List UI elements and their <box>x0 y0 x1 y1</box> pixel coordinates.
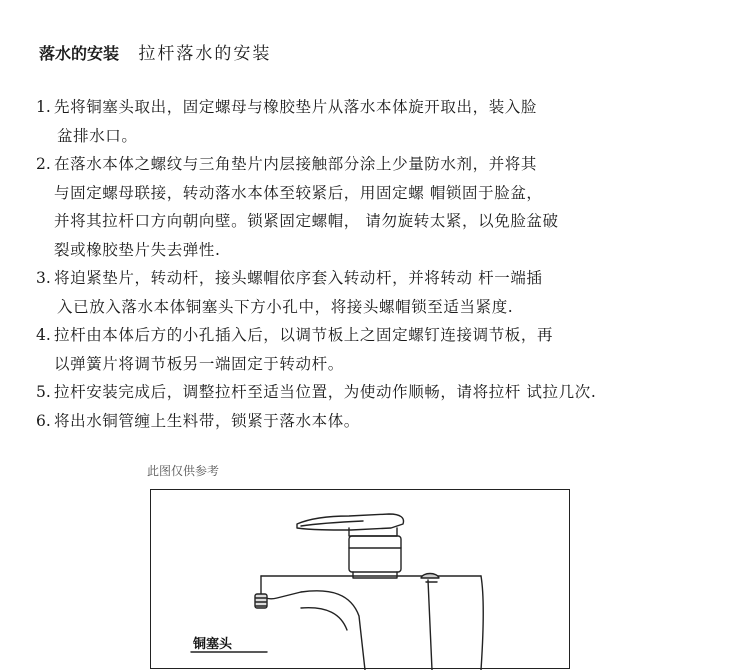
instruction-step-2 <box>36 150 744 264</box>
instruction-step-1 <box>36 93 744 150</box>
step-text: 将出水铜管缠上生料带，锁紧于落水本体。 <box>54 411 360 430</box>
step-number: 1. <box>36 98 51 116</box>
plug-label: 铜塞头 <box>193 637 233 652</box>
instruction-step-6 <box>36 407 744 436</box>
figure-caption: 此图仅供参考 <box>147 464 220 478</box>
step-text: 先将铜塞头取出，固定螺母与橡胶垫片从落水本体旋开取出，装入脸 <box>54 98 538 116</box>
instruction-step-4 <box>36 321 744 378</box>
step-text: 与固定螺母联接，转动落水本体至较紧后，用固定螺 帽锁固于脸盆， <box>54 183 543 202</box>
step-text: 并将其拉杆口方向朝向壁。锁紧固定螺帽， 请勿旋转太紧，以免脸盆破 <box>54 212 559 230</box>
step-text: 以弹簧片将调节板另一端固定于转动杆。 <box>54 354 344 373</box>
instruction-step-5 <box>36 378 744 407</box>
step-number: 4. <box>36 326 51 344</box>
step-text: 拉杆由本体后方的小孔插入后，以调节板上之固定螺钉连接调节板，再 <box>54 326 554 344</box>
step-text: 拉杆安装完成后，调整拉杆至适当位置，为使动作顺畅，请将拉杆 试拉几次. <box>54 383 597 401</box>
section-heading <box>39 43 271 65</box>
step-number: 5. <box>36 383 51 401</box>
instruction-step-3 <box>36 264 744 321</box>
step-text: 在落水本体之螺纹与三角垫片内层接触部分涂上少量防水剂，并将其 <box>54 155 538 173</box>
step-number: 3. <box>36 269 51 287</box>
step-text: 将迫紧垫片，转动杆，接头螺帽依序套入转动杆，并将转动 杆一端插 <box>54 269 543 287</box>
step-number: 6. <box>36 411 51 430</box>
section-title: 落水的安装 <box>39 44 120 63</box>
section-subtitle: 拉杆落水的安装 <box>138 44 272 64</box>
step-text: 盆排水口。 <box>57 126 138 145</box>
step-number: 2. <box>36 155 51 173</box>
instruction-list <box>36 93 744 435</box>
step-text: 入已放入落水本体铜塞头下方小孔中，将接头螺帽锁至适当紧度. <box>57 297 514 316</box>
step-text: 裂或橡胶垫片失去弹性. <box>54 240 221 259</box>
